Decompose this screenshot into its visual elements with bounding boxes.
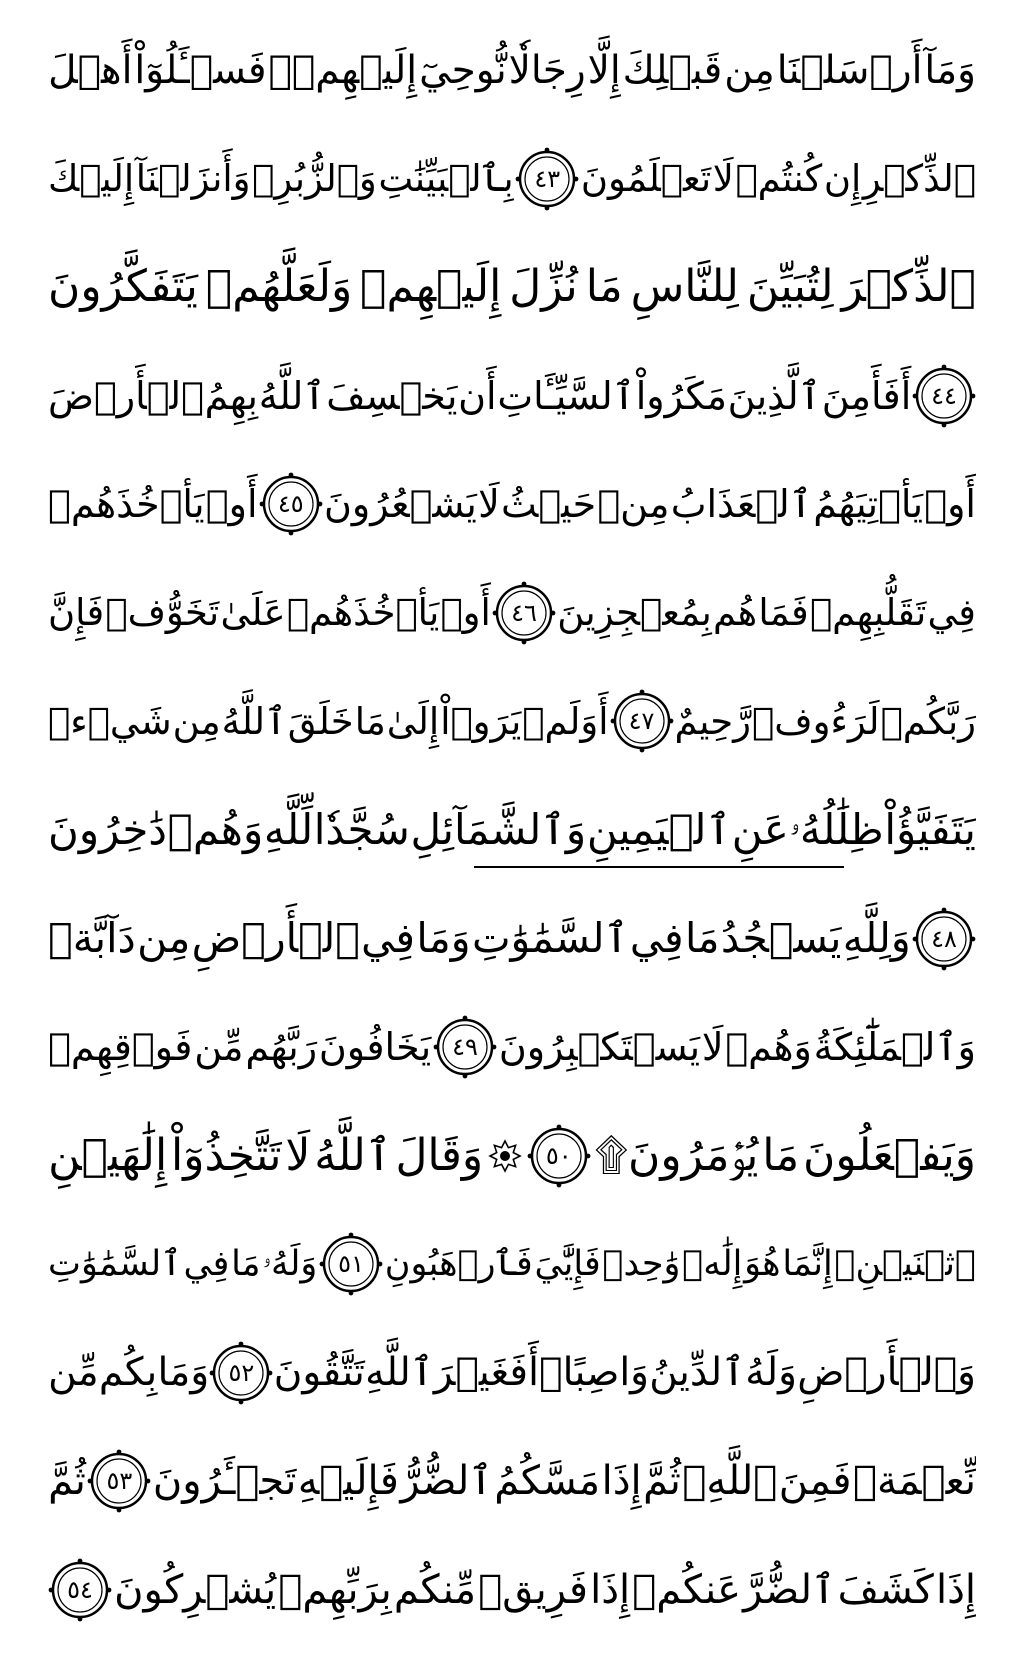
quran-word: ٱلۡيَمِينِ [586, 804, 732, 854]
quran-word: بِمُعۡجِزِينَ [557, 591, 712, 635]
ayah-number-marker [912, 907, 976, 971]
quran-word: لِتُبَيِّنَ [746, 261, 834, 313]
text-line [48, 127, 976, 231]
quran-word: أَوۡ [440, 591, 491, 635]
text-lines [48, 18, 976, 1642]
text-line [48, 1538, 976, 1642]
quran-word: بِكُم [98, 1350, 158, 1396]
quran-word: يَسۡتَكۡبِرُونَ [498, 1025, 701, 1070]
quran-word: لَا [701, 1025, 724, 1070]
quran-word: يَأۡتِيَهُمُ [813, 482, 924, 527]
quran-word: لَا [285, 1129, 311, 1181]
hizb-quarter-icon [487, 1132, 523, 1180]
text-line [48, 344, 976, 448]
quran-word: يَأۡخُذَهُمۡ [286, 591, 440, 635]
quran-word: وَٱلشَّمَآئِلِ [410, 804, 587, 854]
quran-word: ٱلذِّكۡرِ [862, 157, 976, 201]
quran-word: إِلَيۡكَ [48, 157, 135, 201]
quran-word: أَفَغَيۡرَ [433, 1350, 539, 1396]
quran-word: إِنَّمَا [782, 1243, 833, 1284]
quran-word: أَوۡ [924, 482, 976, 527]
ayah-number: ٤٤ [931, 381, 957, 410]
quran-word: ٱلَّذِينَ [727, 373, 821, 418]
text-line [48, 1429, 976, 1533]
quran-word: إِلَّا [587, 47, 621, 93]
quran-word: سُجَّدٗا [313, 804, 410, 854]
quran-word: مَا [231, 1243, 261, 1284]
quran-word: مِنۡ [597, 482, 670, 527]
quran-word: عَنكُمۡ [632, 1566, 741, 1613]
quran-word: وَأَنزَلۡنَآ [135, 157, 251, 201]
quran-word: ثُمَّ [643, 1458, 681, 1505]
ayah-number: ٥٢ [228, 1358, 255, 1387]
quran-word: ٱللَّهُ [221, 699, 287, 743]
quran-word: مَسَّكُمُ [494, 1458, 601, 1505]
quran-word: ٱلضُّرُّ [400, 1458, 493, 1505]
quran-word: يَتَفَيَّؤُاْ [884, 804, 976, 854]
quran-word: فَٱرۡهَبُونِ [384, 1243, 533, 1284]
quran-word: مِّن [194, 1025, 244, 1070]
quran-word: مِّن [48, 1350, 99, 1396]
quran-word: وَهُمۡ [167, 804, 264, 854]
quran-word: ٱلسَّمَٰوَٰتِ [48, 1243, 182, 1284]
quran-word: وَقَالَ [395, 1129, 484, 1181]
quran-word: ٱلۡأَرۡضَ [48, 373, 204, 418]
quran-word: بِٱلۡبَيِّنَٰتِ [378, 157, 514, 201]
quran-word: مَكَرُواْ [635, 373, 727, 418]
quran-word: لِلنَّاسِ [630, 261, 739, 313]
quran-word: فَإِلَيۡهِ [297, 1458, 399, 1505]
quran-word: نُّوحِيٓ [419, 47, 507, 93]
quran-word: أَهۡلَ [48, 47, 133, 93]
quran-word: إِذَا [935, 1566, 976, 1613]
quran-word: فِي [361, 914, 415, 962]
quran-word: مَا [762, 1129, 800, 1181]
quran-word: إِلَٰهَيۡنِ [48, 1129, 168, 1181]
text-line [48, 18, 976, 122]
ayah-number-marker [48, 1558, 112, 1622]
quran-word: يَأۡخُذَهُمۡ [48, 482, 205, 527]
ayah-number: ٤٥ [277, 490, 304, 519]
quran-word: تَجۡـَٔرُونَ [152, 1458, 297, 1505]
sajdah-overline [474, 866, 844, 868]
quran-word: يَخۡسِفَ [326, 373, 458, 418]
quran-word: فَرِيقٞ [478, 1566, 588, 1613]
quran-word: ٱثۡنَيۡنِۖ [834, 1243, 976, 1284]
quran-word: مِّنكُم [393, 1566, 477, 1613]
quran-word: بِهِمُ [204, 373, 259, 418]
quran-word: ٱللَّهِ [365, 1350, 434, 1396]
ayah-number-marker [433, 1015, 497, 1079]
quran-word: مِن [724, 47, 775, 93]
quran-word: يَسۡجُدُ [720, 914, 842, 962]
quran-word: أَوَلَمۡ [522, 699, 609, 743]
text-line [48, 1212, 976, 1316]
quran-word: فَوۡقِهِمۡ [48, 1025, 193, 1070]
quran-word: وَلَعَلَّهُمۡ [205, 261, 353, 313]
quran-word: مَا [354, 699, 386, 743]
quran-word: تَخَوُّفٖ [105, 591, 220, 635]
quran-word: وَهُمۡ [725, 1025, 812, 1070]
ayah-number: ٤٦ [511, 598, 537, 627]
quran-word: مِن [137, 914, 191, 962]
text-line [48, 669, 976, 773]
quran-word: فَإِنَّ [48, 591, 105, 635]
quran-word: نُزِّلَ [509, 261, 578, 313]
quran-word: تَعۡلَمُونَ [580, 157, 712, 201]
quran-word: هُم [713, 591, 758, 635]
ayah-number-marker [912, 364, 976, 428]
quran-word: دَٰخِرُونَ [48, 804, 167, 854]
quran-word: كَشَفَ [837, 1566, 934, 1613]
quran-word: كُنتُمۡ [735, 157, 823, 201]
quran-word: إِلَىٰ [386, 699, 440, 743]
quran-word: ٱلۡأَرۡضِ [191, 914, 360, 962]
quran-word: تَقَلُّبِهِمۡ [809, 591, 927, 635]
text-line [48, 995, 976, 1099]
quran-word: رَبَّهُم [245, 1025, 318, 1070]
quran-word: وَٱلزُّبُرِۗ [252, 157, 377, 201]
ayah-number: ٥١ [338, 1250, 364, 1279]
quran-word: ٱلذِّكۡرَ [841, 261, 976, 313]
quran-word: إِلَٰهٞ [682, 1243, 743, 1284]
quran-word: ٱللَّهِۖ [682, 1458, 778, 1505]
ayah-number: ٤٣ [534, 164, 561, 193]
quran-word: شَيۡءٖ [48, 699, 172, 743]
quran-word: وَيَفۡعَلُونَ [803, 1129, 976, 1181]
ayah-number-marker [515, 147, 579, 211]
quran-word: إِذَا [590, 1566, 631, 1613]
quran-word: إِلَيۡهِمۡ [360, 261, 502, 313]
ayah-number: ٤٨ [931, 924, 957, 953]
ayah-number: ٥٤ [67, 1575, 93, 1604]
quran-word: وَلَهُۥ [262, 1243, 318, 1284]
quran-word: لَرَءُوفٞ [752, 699, 880, 743]
quran-word: وَمَا [157, 1350, 210, 1396]
quran-word: رَبَّكُمۡ [880, 699, 976, 743]
text-line [48, 1321, 976, 1425]
quran-word: فَمَا [758, 591, 809, 635]
quran-word: فِي [183, 1243, 230, 1284]
text-line [48, 1104, 976, 1208]
quran-word: فَمِنَ [778, 1458, 852, 1505]
quran-word: ٱلۡعَذَابُ [670, 482, 812, 527]
ayah-number: ٥٣ [106, 1467, 133, 1496]
quran-word: ٱلسَّمَٰوَٰتِ [471, 914, 629, 962]
ayah-number-marker [209, 1341, 273, 1405]
ayah-number-marker [527, 1124, 591, 1188]
ayah-number: ٤٧ [628, 707, 655, 736]
quran-word: وَٱلۡأَرۡضِ [797, 1350, 976, 1396]
quran-word: وَمَا [416, 914, 471, 962]
quran-word: قَبۡلِكَ [622, 47, 723, 93]
ayah-number: ٥٠ [545, 1141, 572, 1170]
quran-word: يُؤۡمَرُونَ۩ [594, 1129, 759, 1181]
ayah-number-marker [610, 689, 674, 753]
quran-word: ٱللَّهُ [314, 1129, 392, 1181]
quran-word: ظِلَٰلُهُۥ [789, 804, 884, 854]
quran-word: لَا [478, 482, 500, 527]
quran-word: أَفَأَمِنَ [821, 373, 912, 418]
quran-word: إِذَا [601, 1458, 642, 1505]
ayah-number-marker [319, 1232, 383, 1296]
quran-word: يَتَفَكَّرُونَ [48, 261, 198, 313]
ayah-number-marker [492, 581, 556, 645]
quran-word: تَتَّخِذُوٓاْ [171, 1129, 282, 1181]
quran-word: ٱلضُّرَّ [743, 1566, 836, 1613]
quran-word: ٱلدِّينُ [649, 1350, 746, 1396]
ayah-number-marker [87, 1449, 151, 1513]
quran-word: إِلَيۡهِمۡۚ [268, 47, 418, 93]
quran-word: فِي [629, 914, 684, 962]
quran-word: أَرۡسَلۡنَا [776, 47, 923, 93]
quran-word: خَلَقَ [287, 699, 354, 743]
quran-word: وَمَآ [924, 47, 976, 93]
quran-word: بِرَبِّهِمۡ [278, 1566, 392, 1613]
quran-word: يَرَوۡاْ [440, 699, 522, 743]
quran-word: فَإِيَّٰيَ [534, 1243, 601, 1284]
quran-word: تَتَّقُونَ [273, 1350, 365, 1396]
text-line [48, 235, 976, 339]
quran-word: أَن [458, 373, 497, 418]
text-line [48, 452, 976, 556]
quran-word: عَنِ [731, 804, 789, 854]
quran-word: مَا [585, 261, 623, 313]
quran-word: لِّلَّهِ [263, 804, 314, 854]
quran-word: رَّحِيمٌ [674, 699, 752, 743]
quran-word: يُشۡرِكُونَ [114, 1566, 277, 1613]
quran-word: ٱللَّهُ [258, 373, 326, 418]
text-line [48, 887, 976, 991]
quran-word: مِن [172, 699, 221, 743]
ayah-number: ٤٩ [452, 1033, 478, 1062]
quran-word: لَا [712, 157, 734, 201]
quran-word: يَشۡعُرُونَ [324, 482, 477, 527]
quran-word: وَاصِبًاۚ [539, 1350, 650, 1396]
quran-word: مَا [685, 914, 720, 962]
quran-word: يَخَافُونَ [318, 1025, 432, 1070]
quran-word: حَيۡثُ [501, 482, 597, 527]
quran-word: أَوۡ [205, 482, 258, 527]
quran-word: فَسۡـَٔلُوٓاْ [134, 47, 267, 93]
quran-word: وَٱلۡمَلَٰٓئِكَةُ [813, 1025, 976, 1070]
quran-word: وَلَهُ [745, 1350, 797, 1396]
quran-word: نِّعۡمَةٖ [852, 1458, 976, 1505]
quran-word: ثُمَّ [48, 1458, 86, 1505]
quran-word: دَآبَّةٖ [48, 914, 136, 962]
quran-word: فِي [927, 591, 976, 635]
quran-word: إِن [823, 157, 862, 201]
quran-word: وَلِلَّهِ [842, 914, 911, 962]
quran-word: رِجَالٗا [508, 47, 586, 93]
quran-word: وَٰحِدٞ [602, 1243, 681, 1284]
quran-word: هُوَ [744, 1243, 781, 1284]
quran-word: عَلَىٰ [220, 591, 286, 635]
quran-word: ٱلسَّيِّـَٔاتِ [497, 373, 636, 418]
ayah-number-marker [259, 472, 323, 536]
text-line [48, 561, 976, 665]
